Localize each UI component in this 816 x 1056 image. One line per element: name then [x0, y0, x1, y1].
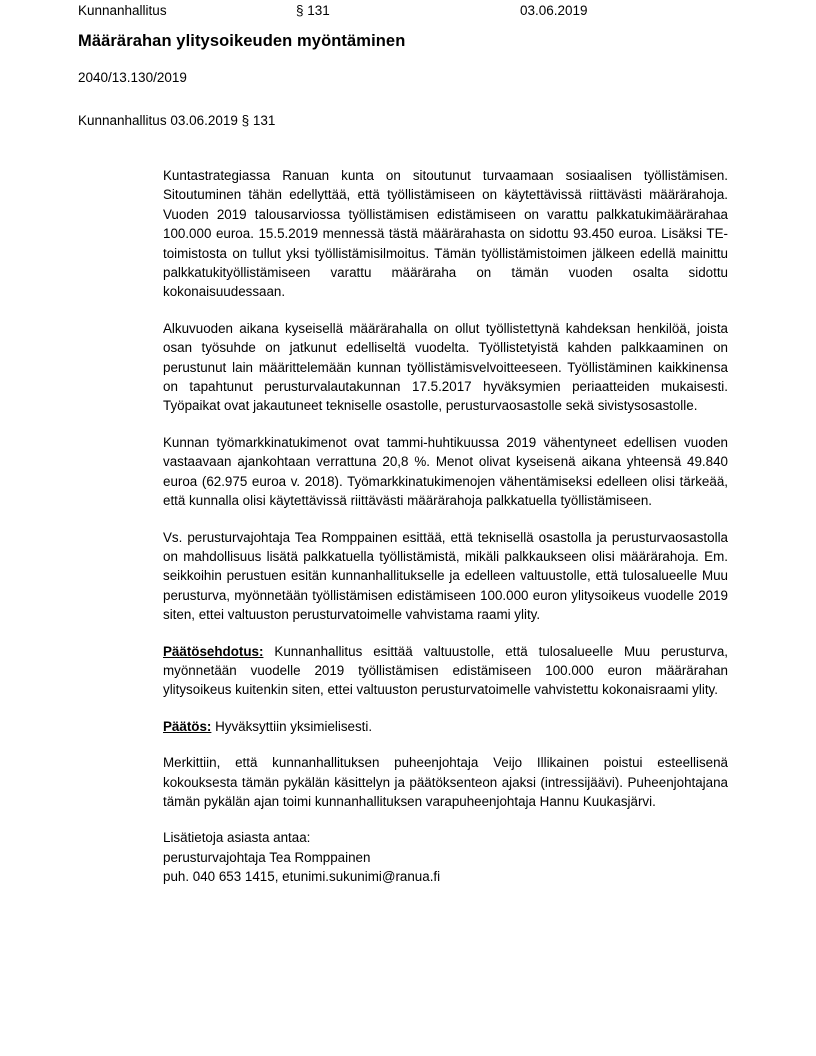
body-paragraph: Vs. perusturvajohtaja Tea Romppainen esittää, että teknisellä osastolla ja perusturvaosastolla on mahdollisuus lisätä palkkatuella työllistämistä, mikäli palkkaukseen olisi määrärahoja. Em. seikkoihin perustuen esitän kunnanhallitukselle ja edelleen valtuustolle, että tulosalueelle Muu perusturva, myönnetään työllistämisen edistämiseen 100.000 euron ylitysoikeus vuodelle 2019 siten, ettei valtuuston perusturvatoimelle vahvistama raami ylity.: [163, 529, 728, 623]
decision-proposal-text: Kunnanhallitus esittää valtuustolle, että tulosalueelle Muu perusturva, myönnetään vuodelle 2019 työllistämisen edistämiseen 100.000 euron määrärahan ylitysoikeus kuitenkin siten, ettei valtuuston perusturvatoimelle vahvistettu kokonaisraami ylity.: [163, 643, 728, 698]
contact-line-1: Lisätietoja asiasta antaa:: [163, 830, 311, 846]
decision-proposal-paragraph: [163, 642, 728, 700]
body-paragraph: Alkuvuoden aikana kyseisellä määrärahalla on ollut työllistettynä kahdeksan henkilöä, joista osan työsuhde on jatkunut edelliseltä vuodelta. Työllistetyistä kahden palkkaaminen on perustunut lain määrittelemään kunnan työllistämisvelvoitteeseen. Työllistäminen kaikkinensa on tapahtunut perusturvalautakunnan 17.5.2017 hyväksymien periaatteiden mukaisesti. Työpaikat ovat jakautuneet tekniselle osastolle, perusturvaosastolle sekä sivistysosastolle.: [163, 320, 728, 414]
header-date: 03.06.2019: [520, 3, 588, 18]
page-header: [78, 0, 776, 22]
page-title: Määrärahan ylitysoikeuden myöntäminen: [78, 32, 406, 50]
header-section-number: § 131: [296, 3, 330, 18]
header-organ: Kunnanhallitus: [78, 3, 167, 18]
decision-paragraph: [163, 717, 728, 736]
note-paragraph: Merkittiin, että kunnanhallituksen puheenjohtaja Veijo Illikainen poistui esteellisenä kokouksesta tämän pykälän käsittelyn ja päätöksenteon ajaksi (intressijäävi). Puheenjohtajana tämän pykälän ajan toimi kunnanhallituksen varapuheenjohtaja Hannu Kuukasjärvi.: [163, 755, 728, 809]
body-paragraph: Kunnan työmarkkinatukimenot ovat tammi-huhtikuussa 2019 vähentyneet edellisen vuoden vastaavaan ajankohtaan verrattuna 20,8 %. Menot olivat kyseisenä aikana yhteensä 49.840 euroa (62.975 euroa v. 2018). Työmarkkinatukimenojen vähentämiseksi edelleen olisi tärkeää, että kunnalla olisi käytettävissä riittävästi määrärahoja palkkatuella työllistämiseen.: [163, 434, 728, 509]
contact-block: [163, 828, 728, 886]
document-reference: 2040/13.130/2019: [78, 70, 187, 85]
decision-text: Hyväksyttiin yksimielisesti.: [211, 718, 373, 734]
document-body: [163, 166, 728, 887]
document-subheading: Kunnanhallitus 03.06.2019 § 131: [78, 113, 276, 128]
decision-label: Päätös:: [163, 718, 212, 734]
contact-line-2: perusturvajohtaja Tea Romppainen: [163, 849, 371, 865]
decision-proposal-label: Päätösehdotus:: [163, 643, 264, 659]
contact-line-3: puh. 040 653 1415, etunimi.sukunimi@ranua.fi: [163, 869, 441, 885]
body-paragraph: Kuntastrategiassa Ranuan kunta on sitoutunut turvaamaan sosiaalisen työllistämisen. Sitoutuminen tähän edellyttää, että työllistämiseen on käytettävissä riittävästi määrärahoja. Vuoden 2019 talousarviossa työllistämisen edistämiseen on varattu palkkatukimäärärahaa 100.000 euroa. 15.5.2019 mennessä tästä määrärahasta on sidottu 93.450 euroa. Lisäksi TE-toimistosta on tullut yksi työllistämisilmoitus. Tämän työllistämistoimen jälkeen edellä mainittu palkkatukityöllistämiseen varattu määräraha on tämän vuoden osalta sidottu kokonaisuudessaan.: [163, 168, 728, 300]
